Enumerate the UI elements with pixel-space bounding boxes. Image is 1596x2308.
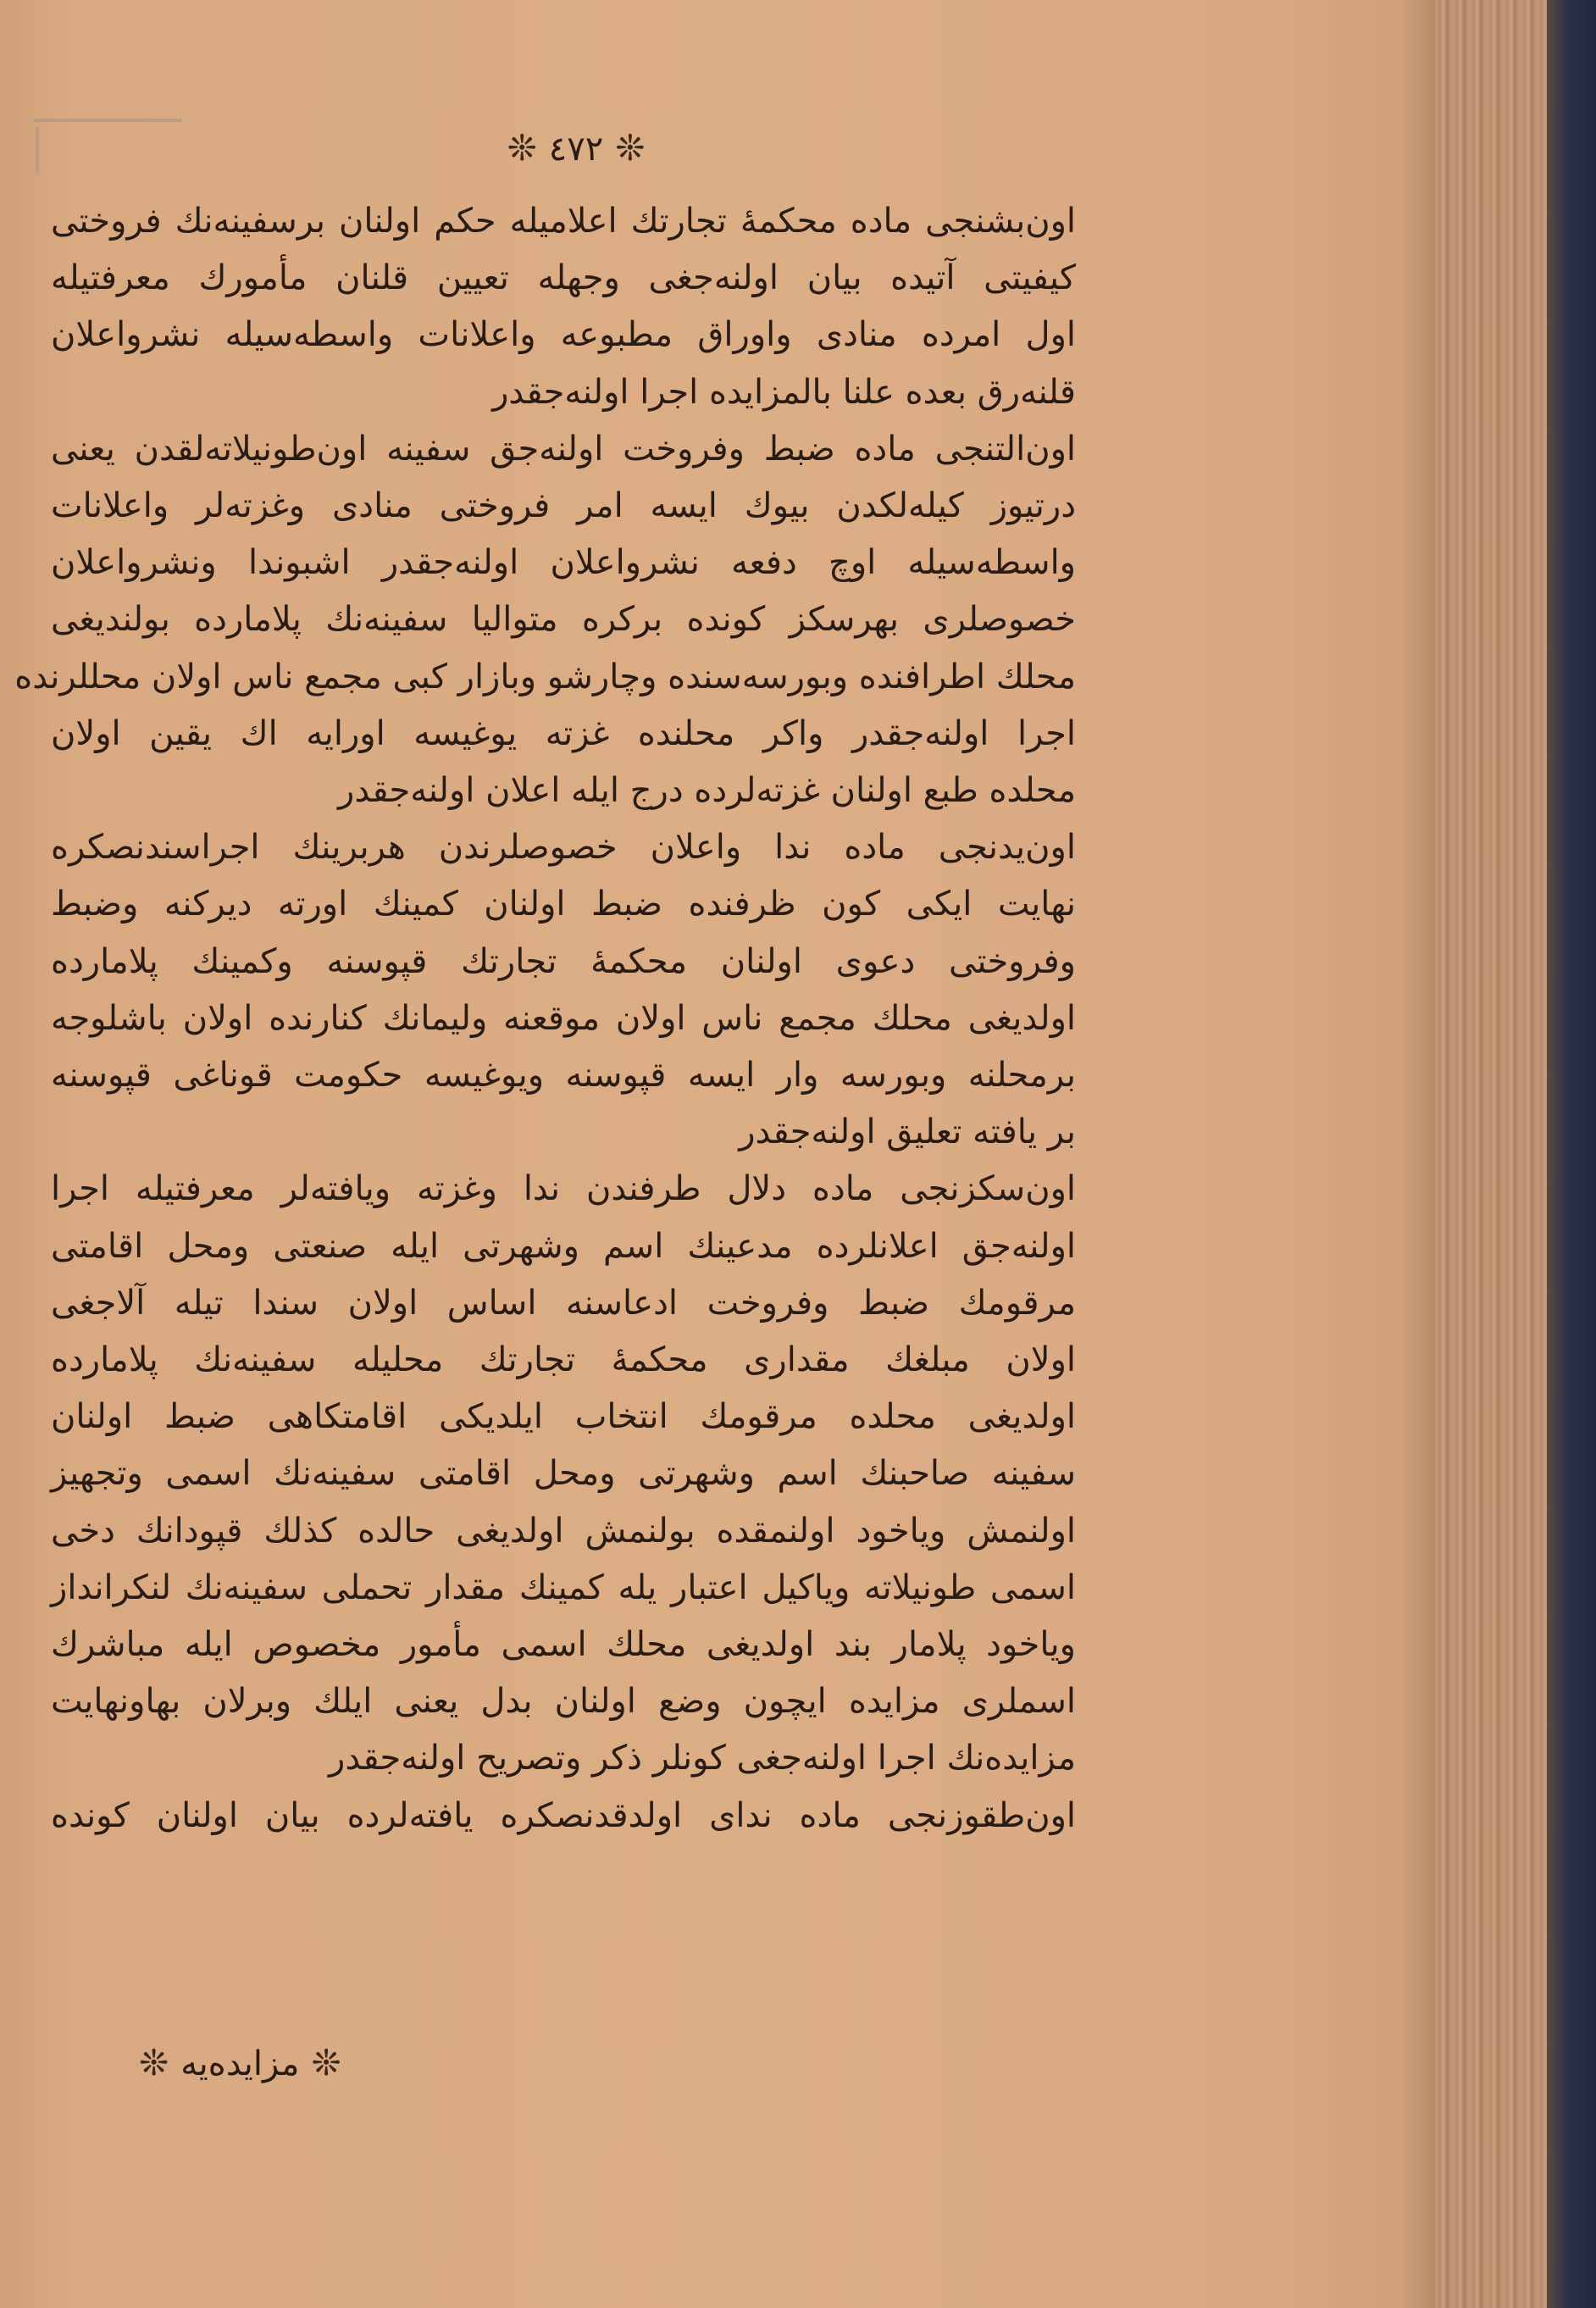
text-line: قلنه‌رق بعده علنا بالمزایده اجرا اولنه‌جقدر [492,372,1076,412]
text-line: اون‌یدنجی ماده ندا واعلان خصوصلرندن هربرینك اجراسندنصکره [51,828,1076,868]
text-line: اسملری مزایده ایچون وضع اولنان بدل یعنی ایلك وبرلان بهاونهایت [51,1682,1076,1722]
page-header [474,127,678,169]
text-line: واسطه‌سیله اوچ دفعه نشرواعلان اولنه‌جقدر اشبوندا ونشرواعلان [51,543,1076,583]
text-line: اولنه‌جق اعلانلرده مدعینك اسم وشهرتی ایله صنعتی ومحل اقامتی [51,1226,1076,1266]
pencil-mark [36,127,39,174]
ornament-icon: ❊ [139,2042,169,2083]
text-line: اون‌سکزنجی ماده دلال طرفندن ندا وغزته ویافته‌لر معرفتیله اجرا [51,1169,1076,1209]
text-line: ویاخود پلامار بند اولدیغی محلك اسمی مأمور مخصوص ایله مباشرك [51,1625,1076,1665]
text-line: اولنمش ویاخود اولنمقده بولنمش اولدیغی حالده کذلك قپودانك دخی [51,1511,1076,1551]
text-line: اون‌طقوزنجی ماده ندای اولدقدنصکره یافته‌لرده بیان اولنان کونده [51,1795,1076,1835]
page-number: ٤٧٢ [548,130,604,169]
book-cover-edge [1547,0,1596,2308]
text-line: سفینه صاحبنك اسم وشهرتی ومحل اقامتی سفینه‌نك اسمی وتجهیز [51,1454,1076,1494]
text-line: نهایت ایکی کون ظرفنده ضبط اولنان کمینك اورته دیرکنه وضبط [51,885,1076,924]
text-line: اجرا اولنه‌جقدر واکر محلنده غزته یوغیسه اورایه اك یقین اولان [51,713,1076,753]
text-line: خصوصلری بهرسکز کونده برکره متوالیا سفینه‌نك پلامارده بولندیغی [51,600,1076,640]
ornament-icon: ❊ [507,127,537,169]
text-line: اول امرده منادی واوراق مطبوعه واعلانات واسطه‌سیله نشرواعلان [51,315,1076,355]
catchword-text: مزایده‌یه [180,2044,300,2083]
ornament-icon: ❊ [311,2042,341,2083]
text-line: کیفیتی آتیده بیان اولنه‌جغی وجهله تعیین قلنان مأمورك معرفتیله [51,258,1076,298]
text-line: درتیوز کیله‌لکدن بیوك ایسه امر فروختی منادی وغزته‌لر واعلانات [51,486,1076,526]
pencil-mark [34,119,182,122]
text-line: وفروختی دعوی اولنان محکمهٔ تجارتك قپوسنه وکمینك پلامارده [51,941,1076,981]
text-line: اون‌التنجی ماده ضبط وفروخت اولنه‌جق سفینه اون‌طونیلاته‌لقدن یعنی [51,429,1076,469]
text-line: محلده طبع اولنان غزته‌لرده درج ایله اعلان اولنه‌جقدر [338,771,1076,811]
text-line: اسمی طونیلاته ویاکیل اعتبار یله کمینك مقدار تحملی سفینه‌نك لنکرانداز [51,1567,1076,1607]
text-line: برمحلنه وبورسه وار ایسه قپوسنه ویوغیسه حکومت قوناغی قپوسنه [51,1056,1076,1096]
catchword [127,2042,353,2083]
text-line: اولان مبلغك مقداری محکمهٔ تجارتك محلیله سفینه‌نك پلامارده [51,1340,1076,1380]
ornament-icon: ❊ [615,127,646,169]
text-line: مرقومك ضبط وفروخت ادعاسنه اساس اولان سندا تیله آلاجغی [51,1283,1076,1323]
body-text [14,193,1076,1845]
text-line: اون‌بشنجی ماده محکمهٔ تجارتك اعلامیله حکم اولنان برسفینه‌نك فروختی [51,202,1076,241]
text-line: اولدیغی محلده مرقومك انتخاب ایلدیکی اقامتکاهی ضبط اولنان [51,1397,1076,1437]
text-line: مزایده‌نك اجرا اولنه‌جغی کونلر ذکر وتصریح اولنه‌جقدر [329,1739,1076,1778]
text-line: اولدیغی محلك مجمع ناس اولان موقعنه ولیمانك کنارنده اولان باشلوجه [51,998,1076,1038]
text-line: محلك اطرافنده وبورسه‌سنده وچارشو وبازار کبی مجمع ناس اولان محللرنده [14,657,1076,696]
text-line: بر یافته تعلیق اولنه‌جقدر [739,1112,1076,1152]
